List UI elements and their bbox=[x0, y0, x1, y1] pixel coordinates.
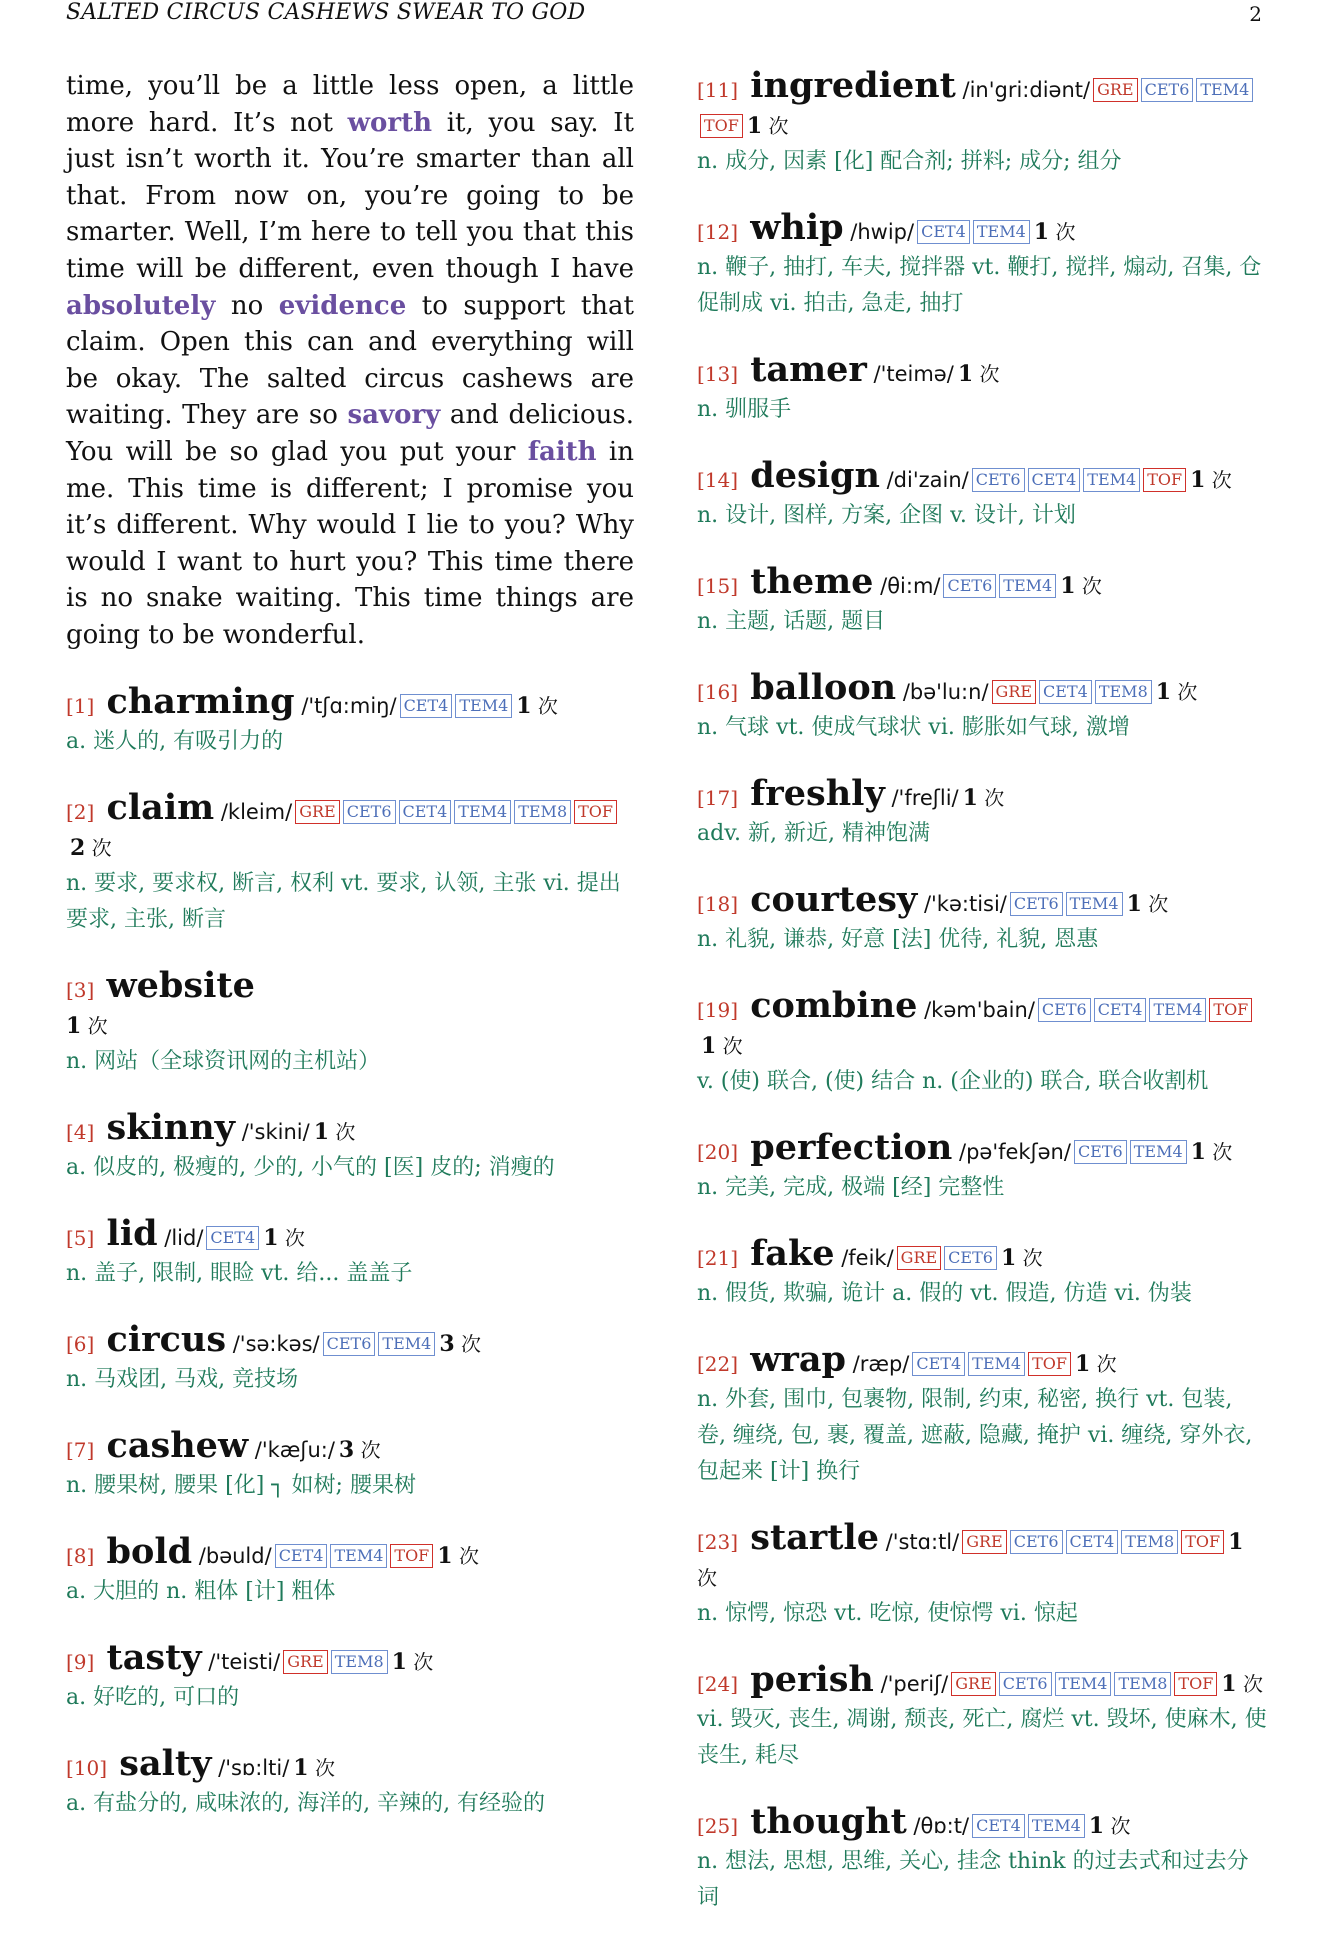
occurrence-count bbox=[1089, 1814, 1131, 1838]
vocab-entry bbox=[66, 1636, 634, 1716]
entry-head bbox=[697, 65, 1267, 144]
exam-tag: GRE bbox=[992, 680, 1037, 704]
phonetic: /kleim/ bbox=[214, 799, 293, 824]
headword: ingredient bbox=[738, 65, 956, 106]
exam-tag: CET4 bbox=[917, 220, 970, 244]
occurrence-count bbox=[1156, 680, 1198, 704]
headword: courtesy bbox=[738, 879, 918, 920]
definition: n. 主题, 话题, 题目 bbox=[697, 609, 886, 634]
exam-tag: CET6 bbox=[944, 1246, 997, 1270]
count-unit: 次 bbox=[406, 1649, 434, 1674]
headword: theme bbox=[738, 561, 874, 602]
definition: vi. 毁灭, 丧生, 凋谢, 颓丧, 死亡, 腐烂 vt. 毁坏, 使麻木, 使丧生, 耗尽 bbox=[697, 1707, 1267, 1768]
exam-tag: CET6 bbox=[943, 574, 996, 598]
vocab-entry bbox=[697, 561, 1267, 640]
count-number: 1 bbox=[1060, 573, 1076, 599]
entry-number: [22] bbox=[697, 1352, 739, 1376]
entry-number: [11] bbox=[697, 78, 739, 102]
entry-head bbox=[697, 207, 1267, 250]
count-number: 1 bbox=[1190, 467, 1206, 493]
passage-text: it, you say. It just isn’t worth it. You’re smarter than all that. From now on, you’re going to be smarter. Well, I’m here to tell you that this time will be different, even though I have bbox=[66, 107, 634, 284]
page-header bbox=[66, 0, 1262, 30]
definition: n. 惊愕, 惊恐 vt. 吃惊, 使惊愕 vi. 惊起 bbox=[697, 1601, 1078, 1626]
exam-tag: CET6 bbox=[1141, 78, 1194, 102]
exam-tag: TOF bbox=[1209, 998, 1252, 1022]
right-column bbox=[697, 65, 1267, 1946]
entry-number: [17] bbox=[697, 786, 739, 810]
occurrence-count bbox=[1127, 892, 1169, 916]
exam-tag: TEM4 bbox=[330, 1544, 387, 1568]
exam-tag: CET4 bbox=[399, 800, 452, 824]
headword: salty bbox=[107, 1742, 212, 1784]
passage-text: in me. This time is different; I promise you it’s different. Why would I lie to you? Why would I want to hurt you? This time there is no snake waiting. This time things are going to be wonderful. bbox=[66, 436, 634, 650]
headword: thought bbox=[738, 1801, 907, 1842]
headword: startle bbox=[738, 1517, 879, 1558]
entry-number: [23] bbox=[697, 1530, 739, 1554]
count-number: 2 bbox=[70, 834, 86, 861]
phonetic: /'stɑ:tl/ bbox=[878, 1530, 960, 1554]
entry-head bbox=[66, 1742, 634, 1786]
entry-head bbox=[697, 879, 1267, 922]
vocab-entry bbox=[697, 1233, 1267, 1312]
phonetic: /bəuld/ bbox=[192, 1543, 272, 1568]
count-unit: 次 bbox=[81, 1013, 108, 1038]
occurrence-count bbox=[1221, 1672, 1263, 1696]
left-column bbox=[66, 68, 634, 1852]
count-unit: 次 bbox=[531, 693, 558, 718]
headword: freshly bbox=[738, 773, 885, 814]
keyword: savory bbox=[347, 400, 441, 431]
headword: wrap bbox=[738, 1339, 846, 1380]
entry-head bbox=[697, 1127, 1267, 1170]
exam-tag: CET6 bbox=[1010, 892, 1063, 916]
vocab-entry bbox=[697, 207, 1267, 322]
vocab-entry bbox=[66, 1742, 634, 1822]
phonetic: /hwip/ bbox=[843, 220, 915, 244]
count-unit: 次 bbox=[697, 1566, 717, 1590]
exam-tag: TEM4 bbox=[1196, 78, 1253, 102]
definition: n. 盖子, 限制, 眼睑 vt. 给... 盖盖子 bbox=[66, 1260, 413, 1286]
count-unit: 次 bbox=[85, 835, 112, 860]
exam-tag: CET4 bbox=[912, 1352, 965, 1376]
phonetic: /in'gri:diənt/ bbox=[955, 78, 1091, 102]
passage-text: to support that claim. Open this can and everything will be okay. The salted circus cashews are waiting. They are so bbox=[66, 290, 634, 431]
keyword: faith bbox=[527, 436, 597, 467]
headword: perish bbox=[738, 1659, 874, 1700]
occurrence-count bbox=[958, 362, 1000, 386]
exam-tag: TEM4 bbox=[454, 800, 511, 824]
vocab-entry bbox=[697, 65, 1267, 180]
definition: a. 好吃的, 可口的 bbox=[66, 1684, 240, 1710]
exam-tag: TEM4 bbox=[1083, 468, 1140, 492]
count-number: 1 bbox=[391, 1648, 407, 1675]
count-number: 1 bbox=[1126, 891, 1142, 917]
phonetic: /'skini/ bbox=[235, 1119, 310, 1144]
count-number: 1 bbox=[1088, 1813, 1105, 1839]
entry-number: [19] bbox=[697, 998, 739, 1022]
occurrence-count bbox=[66, 1014, 108, 1038]
headword: perfection bbox=[738, 1127, 953, 1168]
count-number: 3 bbox=[338, 1436, 355, 1463]
exam-tag: TOF bbox=[390, 1544, 433, 1568]
count-number: 1 bbox=[516, 692, 532, 719]
count-unit: 次 bbox=[1171, 680, 1198, 704]
exam-tag: CET4 bbox=[400, 694, 453, 718]
phonetic: /feik/ bbox=[834, 1246, 894, 1270]
vocab-entry bbox=[66, 1106, 634, 1186]
count-unit: 次 bbox=[1016, 1246, 1043, 1270]
phonetic: /'teisti/ bbox=[201, 1649, 281, 1674]
count-number: 1 bbox=[1033, 219, 1050, 245]
occurrence-count bbox=[293, 1756, 335, 1780]
count-unit: 次 bbox=[716, 1034, 743, 1058]
phonetic: /'kæʃu:/ bbox=[248, 1437, 335, 1462]
entry-number: [13] bbox=[697, 362, 739, 386]
entry-head bbox=[697, 1339, 1267, 1382]
exam-tag: CET6 bbox=[972, 468, 1025, 492]
count-unit: 次 bbox=[1236, 1672, 1263, 1696]
count-unit: 次 bbox=[1205, 1140, 1233, 1164]
phonetic: /lid/ bbox=[157, 1225, 204, 1250]
occurrence-count bbox=[314, 1120, 356, 1144]
count-unit: 次 bbox=[973, 362, 1000, 386]
phonetic: /θɒ:t/ bbox=[906, 1814, 970, 1838]
exam-tag: TEM4 bbox=[1055, 1672, 1112, 1696]
keyword: absolutely bbox=[66, 290, 216, 321]
vocab-entry bbox=[697, 1801, 1267, 1916]
definition: n. 网站（全球资讯网的主机站） bbox=[66, 1048, 381, 1074]
header-title: SALTED CIRCUS CASHEWS SWEAR TO GOD bbox=[66, 0, 586, 25]
definition: n. 要求, 要求权, 断言, 权利 vt. 要求, 认领, 主张 vi. 提出要求, 主张, 断言 bbox=[66, 870, 621, 932]
definition: n. 完美, 完成, 极端 [经] 完整性 bbox=[697, 1175, 1005, 1200]
count-unit: 次 bbox=[977, 786, 1005, 810]
occurrence-count bbox=[392, 1650, 434, 1674]
exam-tag: CET6 bbox=[999, 1672, 1052, 1696]
passage-text: and delicious. You will be so glad you put your bbox=[66, 400, 634, 467]
count-number: 3 bbox=[439, 1330, 455, 1357]
entry-head bbox=[697, 667, 1267, 710]
definition: a. 大胆的 n. 粗体 [计] 粗体 bbox=[66, 1578, 336, 1604]
entry-head bbox=[697, 773, 1267, 816]
exam-tag: TOF bbox=[574, 800, 617, 824]
headword: charming bbox=[94, 680, 295, 722]
headword: circus bbox=[94, 1318, 227, 1360]
count-number: 1 bbox=[1074, 1351, 1091, 1377]
count-unit: 次 bbox=[1104, 1814, 1131, 1838]
entry-number: [20] bbox=[697, 1140, 739, 1164]
definition: n. 驯服手 bbox=[697, 397, 792, 422]
exam-tag: TEM8 bbox=[514, 800, 571, 824]
entry-number: [9] bbox=[66, 1649, 95, 1674]
definition: n. 想法, 思想, 思维, 关心, 挂念 think 的过去式和过去分词 bbox=[697, 1849, 1249, 1910]
definition: n. 马戏团, 马戏, 竞技场 bbox=[66, 1366, 299, 1392]
occurrence-count bbox=[70, 836, 112, 860]
definition: a. 有盐分的, 咸味浓的, 海洋的, 辛辣的, 有经验的 bbox=[66, 1790, 546, 1816]
headword: tamer bbox=[738, 349, 867, 390]
exam-tag: TOF bbox=[1028, 1352, 1071, 1376]
definition: n. 气球 vt. 使成气球状 vi. 膨胀如气球, 激增 bbox=[697, 715, 1130, 740]
exam-tag: CET4 bbox=[275, 1544, 328, 1568]
exam-tag: TEM8 bbox=[1121, 1530, 1178, 1554]
exam-tag: TEM4 bbox=[1066, 892, 1123, 916]
entry-head bbox=[697, 349, 1267, 392]
count-unit: 次 bbox=[1075, 574, 1102, 598]
headword: balloon bbox=[738, 667, 897, 708]
exam-tag: TEM4 bbox=[378, 1332, 435, 1356]
exam-tag: GRE bbox=[295, 800, 340, 824]
vocab-entry bbox=[697, 349, 1267, 428]
count-unit: 次 bbox=[1049, 220, 1076, 244]
exam-tag: TEM4 bbox=[1149, 998, 1206, 1022]
definition: n. 假货, 欺骗, 诡计 a. 假的 vt. 假造, 仿造 vi. 伪装 bbox=[697, 1281, 1192, 1306]
story-passage bbox=[66, 68, 634, 654]
headword: bold bbox=[94, 1530, 193, 1572]
count-number: 1 bbox=[1221, 1671, 1237, 1697]
vocab-entry bbox=[697, 879, 1267, 958]
phonetic: /'sɒ:lti/ bbox=[211, 1755, 290, 1780]
entry-number: [21] bbox=[697, 1246, 739, 1270]
exam-tag: GRE bbox=[1093, 78, 1138, 102]
exam-tag: CET4 bbox=[1066, 1530, 1119, 1554]
exam-tag: CET4 bbox=[206, 1226, 259, 1250]
vocab-entry bbox=[697, 1517, 1267, 1632]
phonetic: /kəm'bain/ bbox=[917, 998, 1035, 1022]
entry-head bbox=[66, 1530, 634, 1574]
occurrence-count bbox=[1060, 574, 1102, 598]
entry-head bbox=[697, 561, 1267, 604]
passage-text: no bbox=[215, 290, 279, 321]
occurrence-count bbox=[263, 1226, 305, 1250]
phonetic: /bə'lu:n/ bbox=[896, 680, 989, 704]
count-unit: 次 bbox=[1141, 892, 1169, 916]
exam-tag: TEM8 bbox=[331, 1650, 388, 1674]
definition: n. 外套, 围巾, 包裹物, 限制, 约束, 秘密, 换行 vt. 包装, 卷, 缠绕, 包, 裹, 覆盖, 遮蔽, 隐藏, 掩护 vi. 缠绕, 穿外衣, 包起来 [计] 换行 bbox=[697, 1387, 1253, 1484]
entry-number: [14] bbox=[697, 468, 739, 492]
phonetic: /'tʃɑ:miŋ/ bbox=[294, 693, 397, 718]
count-number: 1 bbox=[1190, 1139, 1206, 1165]
entry-number: [2] bbox=[66, 799, 95, 824]
headword: website bbox=[94, 964, 255, 1006]
phonetic: /'periʃ/ bbox=[873, 1672, 949, 1696]
vocab-entry bbox=[66, 1424, 634, 1504]
definition: n. 鞭子, 抽打, 车夫, 搅拌器 vt. 鞭打, 搅拌, 煽动, 召集, 仓促制成 vi. 拍击, 急走, 抽打 bbox=[697, 255, 1262, 316]
keyword: evidence bbox=[278, 290, 407, 321]
exam-tag: CET6 bbox=[1038, 998, 1091, 1022]
exam-tag: TEM4 bbox=[455, 694, 512, 718]
exam-tag: CET6 bbox=[323, 1332, 376, 1356]
entry-number: [25] bbox=[697, 1814, 739, 1838]
entry-number: [7] bbox=[66, 1437, 95, 1462]
definition: n. 腰果树, 腰果 [化] ┐ 如树; 腰果树 bbox=[66, 1472, 416, 1498]
entry-head bbox=[66, 786, 634, 866]
entry-head bbox=[66, 680, 634, 724]
vocab-list-right bbox=[697, 65, 1267, 1916]
entry-head bbox=[697, 1517, 1267, 1596]
exam-tag: TEM4 bbox=[1028, 1814, 1085, 1838]
vocab-entry bbox=[66, 1212, 634, 1292]
vocab-entry bbox=[697, 773, 1267, 852]
entry-number: [1] bbox=[66, 693, 95, 718]
occurrence-count bbox=[339, 1438, 381, 1462]
vocab-entry bbox=[697, 1339, 1267, 1490]
vocab-entry bbox=[66, 1318, 634, 1398]
headword: combine bbox=[738, 985, 918, 1026]
count-unit: 次 bbox=[1090, 1352, 1117, 1376]
entry-head bbox=[66, 1318, 634, 1362]
entry-head bbox=[66, 964, 634, 1044]
phonetic: /ræp/ bbox=[845, 1352, 910, 1376]
exam-tag: TOF bbox=[1143, 468, 1186, 492]
vocab-entry bbox=[66, 786, 634, 938]
exam-tag: CET6 bbox=[1010, 1530, 1063, 1554]
definition: n. 礼貌, 谦恭, 好意 [法] 优待, 礼貌, 恩惠 bbox=[697, 927, 1099, 952]
entry-number: [8] bbox=[66, 1543, 95, 1568]
exam-tag: CET6 bbox=[1074, 1140, 1127, 1164]
exam-tag: TEM8 bbox=[1095, 680, 1152, 704]
entry-number: [3] bbox=[66, 977, 95, 1002]
count-unit: 次 bbox=[1205, 468, 1232, 492]
count-unit: 次 bbox=[454, 1331, 481, 1356]
vocab-entry bbox=[697, 1659, 1267, 1774]
vocab-entry bbox=[697, 667, 1267, 746]
count-number: 1 bbox=[957, 361, 974, 387]
headword: design bbox=[738, 455, 880, 496]
headword: tasty bbox=[94, 1636, 202, 1678]
exam-tag: TOF bbox=[1181, 1530, 1224, 1554]
definition: a. 似皮的, 极瘦的, 少的, 小气的 [医] 皮的; 消瘦的 bbox=[66, 1154, 555, 1180]
entry-number: [18] bbox=[697, 892, 739, 916]
headword: claim bbox=[94, 786, 215, 828]
headword: fake bbox=[738, 1233, 835, 1274]
occurrence-count bbox=[1191, 1140, 1233, 1164]
count-number: 1 bbox=[263, 1224, 279, 1251]
entry-head bbox=[66, 1106, 634, 1150]
exam-tag: GRE bbox=[951, 1672, 996, 1696]
count-number: 1 bbox=[313, 1118, 330, 1145]
count-number: 1 bbox=[962, 785, 978, 811]
exam-tag: CET4 bbox=[972, 1814, 1025, 1838]
exam-tag: CET6 bbox=[343, 800, 396, 824]
occurrence-count bbox=[1034, 220, 1076, 244]
entry-number: [6] bbox=[66, 1331, 95, 1356]
headword: cashew bbox=[94, 1424, 249, 1466]
occurrence-count bbox=[1190, 468, 1232, 492]
vocab-entry bbox=[66, 964, 634, 1080]
occurrence-count bbox=[1001, 1246, 1043, 1270]
exam-tag: TOF bbox=[700, 114, 743, 138]
definition: v. (使) 联合, (使) 结合 n. (企业的) 联合, 联合收割机 bbox=[697, 1069, 1209, 1094]
entry-head bbox=[697, 1233, 1267, 1276]
entry-number: [10] bbox=[66, 1755, 108, 1780]
phonetic: /pə'fekʃən/ bbox=[952, 1140, 1071, 1164]
exam-tag: GRE bbox=[962, 1530, 1007, 1554]
count-number: 1 bbox=[1155, 679, 1172, 705]
definition: n. 设计, 图样, 方案, 企图 v. 设计, 计划 bbox=[697, 503, 1076, 528]
count-number: 1 bbox=[746, 113, 763, 139]
vocab-list-left bbox=[66, 680, 634, 1822]
page-number: 2 bbox=[1249, 2, 1262, 26]
vocab-entry bbox=[697, 455, 1267, 534]
headword: whip bbox=[738, 207, 844, 248]
exam-tag: TEM8 bbox=[1114, 1672, 1171, 1696]
occurrence-count bbox=[747, 114, 789, 138]
exam-tag: TEM4 bbox=[999, 574, 1056, 598]
exam-tag: TEM4 bbox=[973, 220, 1030, 244]
exam-tag: TEM4 bbox=[968, 1352, 1025, 1376]
exam-tag: CET4 bbox=[1028, 468, 1081, 492]
exam-tag: CET4 bbox=[1094, 998, 1147, 1022]
count-number: 1 bbox=[293, 1754, 309, 1781]
entry-head bbox=[66, 1636, 634, 1680]
phonetic: /'teimə/ bbox=[866, 362, 954, 386]
entry-number: [24] bbox=[697, 1672, 739, 1696]
exam-tag: TOF bbox=[1174, 1672, 1217, 1696]
entry-number: [5] bbox=[66, 1225, 95, 1250]
count-number: 1 bbox=[1000, 1245, 1017, 1271]
entry-head bbox=[66, 1212, 634, 1256]
definition: a. 迷人的, 有吸引力的 bbox=[66, 728, 284, 754]
exam-tag: TEM4 bbox=[1130, 1140, 1187, 1164]
phonetic: /θi:m/ bbox=[873, 574, 941, 598]
count-unit: 次 bbox=[308, 1755, 335, 1780]
vocab-entry bbox=[66, 680, 634, 760]
entry-head bbox=[697, 985, 1267, 1064]
entry-number: [4] bbox=[66, 1119, 95, 1144]
headword: skinny bbox=[94, 1106, 236, 1148]
definition: n. 成分, 因素 [化] 配合剂; 拼料; 成分; 组分 bbox=[697, 149, 1122, 174]
occurrence-count bbox=[437, 1544, 479, 1568]
phonetic: /'freʃli/ bbox=[884, 786, 959, 810]
phonetic: /di'zain/ bbox=[879, 468, 969, 492]
count-unit: 次 bbox=[278, 1225, 305, 1250]
entry-number: [12] bbox=[697, 220, 739, 244]
exam-tag: CET4 bbox=[1039, 680, 1092, 704]
entry-head bbox=[697, 1659, 1267, 1702]
definition: adv. 新, 新近, 精神饱满 bbox=[697, 821, 930, 846]
occurrence-count bbox=[516, 694, 558, 718]
occurrence-count bbox=[439, 1332, 481, 1356]
exam-tag: GRE bbox=[283, 1650, 328, 1674]
count-unit: 次 bbox=[762, 114, 789, 138]
count-unit: 次 bbox=[354, 1437, 381, 1462]
count-number: 1 bbox=[1228, 1529, 1244, 1555]
vocab-entry bbox=[697, 1127, 1267, 1206]
vocab-entry bbox=[66, 1530, 634, 1610]
occurrence-count bbox=[701, 1034, 743, 1058]
vocab-entry bbox=[697, 985, 1267, 1100]
count-number: 1 bbox=[66, 1012, 82, 1039]
headword: lid bbox=[94, 1212, 158, 1254]
phonetic: /'kə:tisi/ bbox=[917, 892, 1007, 916]
entry-head bbox=[697, 455, 1267, 498]
entry-number: [15] bbox=[697, 574, 739, 598]
entry-number: [16] bbox=[697, 680, 739, 704]
count-number: 1 bbox=[437, 1542, 453, 1569]
keyword: worth bbox=[347, 107, 433, 138]
phonetic: /'sə:kəs/ bbox=[226, 1331, 320, 1356]
occurrence-count bbox=[1075, 1352, 1117, 1376]
entry-head bbox=[66, 1424, 634, 1468]
count-unit: 次 bbox=[329, 1119, 356, 1144]
passage-text: time, you’ll be a little less open, a little more hard. It’s not bbox=[66, 71, 634, 138]
count-number: 1 bbox=[701, 1033, 717, 1059]
count-unit: 次 bbox=[452, 1543, 479, 1568]
occurrence-count bbox=[963, 786, 1005, 810]
exam-tag: GRE bbox=[897, 1246, 942, 1270]
entry-head bbox=[697, 1801, 1267, 1844]
